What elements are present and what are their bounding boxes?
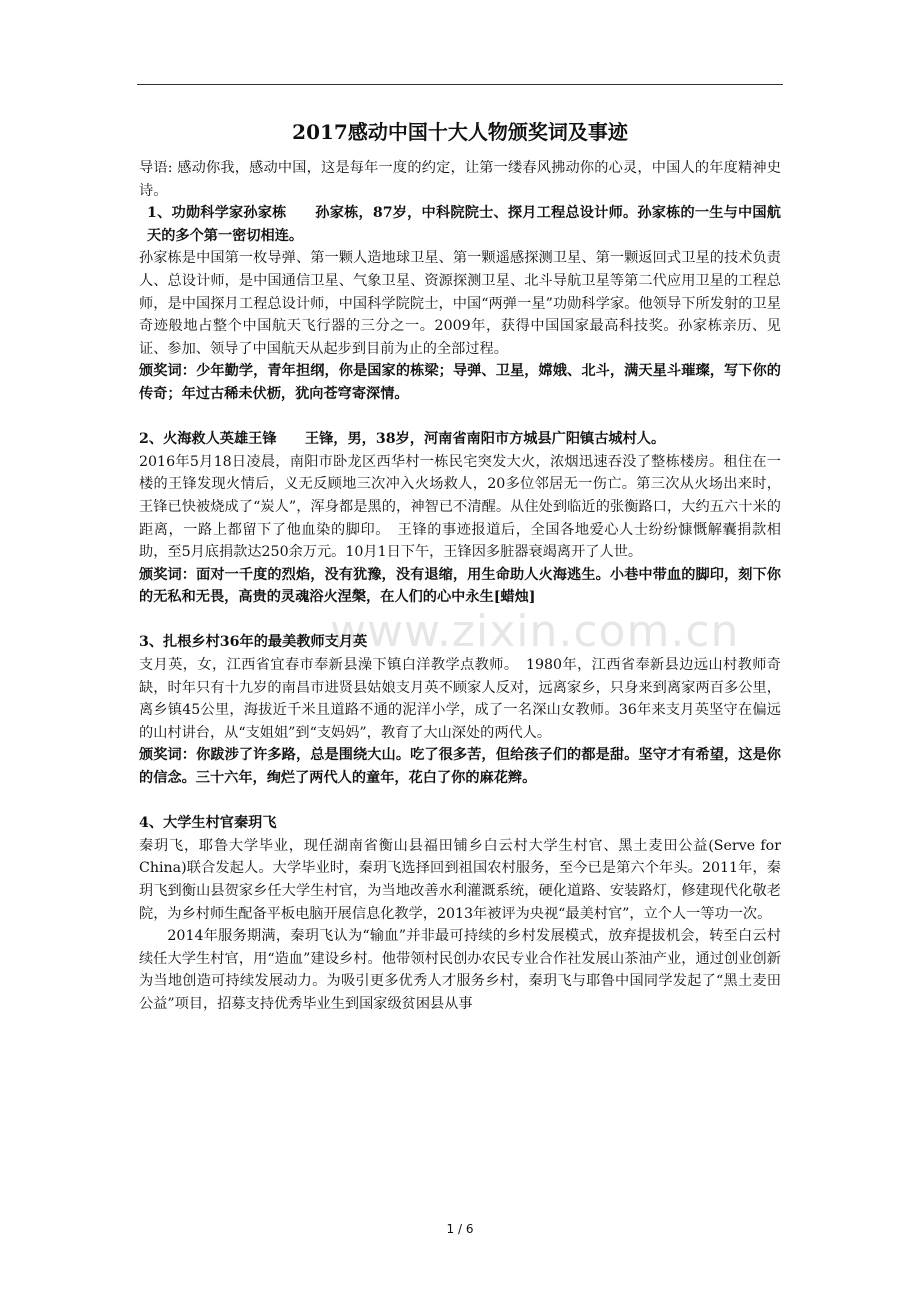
page-number: 1 / 6 [446,1222,474,1236]
spacer [139,609,781,632]
watermark: www.zixin.com.cn [330,606,740,657]
section-1-heading: 1、功勋科学家孙家栋 孙家栋，87岁，中科院院士、探月工程总设计师。孙家栋的一生与中国航天的多个第一密切相连。 [147,205,781,244]
header-rule [137,84,783,85]
section-3-heading: 3、扎根乡村36年的最美教师支月英 [139,634,368,651]
section-2-body: 2016年5月18日凌晨，南阳市卧龙区西华村一栋民宅突发大火，浓烟迅速吞没了整栋楼房。租住在一楼的王锋发现火情后，义无反顾地三次冲入火场救人，20多位邻居无一伤亡。第三次从火场出来时，王锋已快被烧成了“炭人”，浑身都是黑的，神智已不清醒。从住处到临近的张衡路口，大约五六十米的距离，一路上都留下了他血染的脚印。 王锋的事迹报道后，全国各地爱心人士纷纷慷慨解囊捐款相助，至5月底捐款达250余万元。10月1日下午，王锋因多脏器衰竭离开了人世。 [139,453,781,561]
section-2-award: 颁奖词：面对一千度的烈焰，没有犹豫，没有退缩，用生命助人火海逃生。小巷中带血的脚印，刻下你的无私和无畏，高贵的灵魂浴火涅槃，在人们的心中永生[蜡烛] [139,566,781,606]
section-3-body: 支月英，女，江西省宜春市奉新县澡下镇白洋教学点教师。 1980年，江西省奉新县边远山村教师奇缺，时年只有十九岁的南昌市进贤县姑娘支月英不顾家人反对，远离家乡，只身来到离家两百多公里，离乡镇45公里，海拔近千米且道路不通的泥洋小学，成了一名深山女教师。36年来支月英坚守在偏远的山村讲台，从“支姐姐”到“支妈妈”，教育了大山深处的两代人。 [139,657,781,741]
section-1-award: 颁奖词：少年勤学，青年担纲，你是国家的栋梁；导弹、卫星，嫦娥、北斗，满天星斗璀璨，写下你的传奇；年过古稀未伏枥，犹向苍穹寄深情。 [139,363,781,402]
section-4-heading: 4、大学生村官秦玥飞 [139,815,277,832]
section-3-award: 颁奖词：你跋涉了许多路，总是围绕大山。吃了很多苦，但给孩子们的都是甜。坚守才有希望，这是你的信念。三十六年，绚烂了两代人的童年，花白了你的麻花辫。 [139,747,781,787]
spacer [139,790,781,813]
intro-paragraph: 导语: 感动你我，感动中国，这是每年一度的约定，让第一缕春风拂动你的心灵，中国人的年度精神史诗。 [139,160,781,199]
document-body [139,117,781,1016]
section-1-body: 孙家栋是中国第一枚导弹、第一颗人造地球卫星、第一颗遥感探测卫星、第一颗返回式卫星的技术负责人、总设计师，是中国通信卫星、气象卫星、资源探测卫星、北斗导航卫星等第二代应用卫星的工程总师，是中国探月工程总设计师，中国科学院院士，中国“两弹一星”功勋科学家。他领导下所发射的卫星奇迹般地占整个中国航天飞行器的三分之一。2009年，获得中国国家最高科技奖。孙家栋亲历、见证、参加、领导了中国航天从起步到目前为止的全部过程。 [139,250,781,357]
section-2-heading: 2、火海救人英雄王锋 王锋，男，38岁，河南省南阳市方城县广阳镇古城村人。 [139,431,666,448]
section-4-body-continued: 2014年服务期满，秦玥飞认为“输血”并非最可持续的乡村发展模式，放弃提拔机会，转至白云村续任大学生村官，用“造血”建设乡村。他带领村民创办农民专业合作社发展山茶油产业，通过创业创新为当地创造可持续发展动力。为吸引更多优秀人才服务乡村，秦玥飞与耶鲁中国同学发起了“黑土麦田公益”项目，招募支持优秀毕业生到国家级贫困县从事 [139,928,781,1012]
section-4-body: 秦玥飞，耶鲁大学毕业，现任湖南省衡山县福田铺乡白云村大学生村官、黑土麦田公益(Serve for China)联合发起人。大学毕业时，秦玥飞选择回到祖国农村服务，至今已是第六个年头。2011年，秦玥飞到衡山县贺家乡任大学生村官，为当地改善水利灌溉系统，硬化道路、安装路灯，修建现代化敬老院，为乡村师生配备平板电脑开展信息化教学，2013年被评为央视“最美村官”，立个人一等功一次。 [139,837,781,922]
document-title: 2017感动中国十大人物颁奖词及事迹 [292,120,628,144]
spacer [139,406,781,429]
